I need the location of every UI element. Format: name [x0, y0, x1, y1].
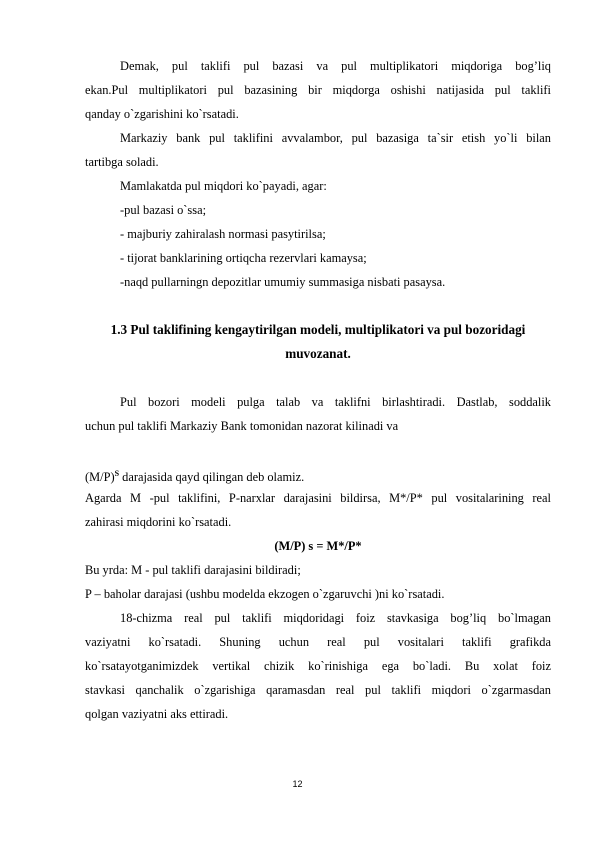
section-heading-line-1: 1.3 Pul taklifining kengaytirilgan modeli, multiplikatori va pul bozoridagi — [110, 322, 526, 337]
paragraph-6-line: zahirasi miqdorini ko`rsatadi. — [85, 515, 232, 529]
supply-superscript: S — [114, 469, 120, 478]
paragraph-2-line: Markaziy bank pul taklifini avvalambor, pul bazasiga ta`sir etish yo`li bilan — [120, 131, 551, 145]
paragraph-5-prefix: (M/P) — [85, 470, 115, 484]
paragraph-7-line: ko`rsatayotganimizdek vertikal chizik ko`rinishiga ega bo`ladi. Bu xolat foiz — [85, 659, 551, 673]
definition-line: P – baholar darajasi (ushbu modelda ekzogen o`zgaruvchi )ni ko`rsatadi. — [85, 587, 445, 601]
paragraph-1-line: Demak, pul taklifi pul bazasi va pul multiplikatori miqdoriga bog’liq — [120, 59, 551, 73]
paragraph-5 — [85, 466, 551, 482]
paragraph-1-line: ekan.Pul multiplikatori pul bazasining bir miqdorga oshishi natijasida pul taklifi — [85, 83, 551, 97]
page-number: 12 — [292, 779, 303, 789]
paragraph-5-suffix: darajasida qayd qilingan deb olamiz. — [119, 470, 305, 484]
condition-item: - majburiy zahiralash normasi pasytirilsa; — [120, 227, 326, 241]
condition-item: - tijorat banklarining ortiqcha rezervlari kamaysa; — [120, 251, 367, 265]
paragraph-7-line: vaziyatni ko`rsatadi. Shuning uchun real pul vositalari taklifi grafikda — [85, 635, 551, 649]
section-heading-line-2: muvozanat. — [285, 346, 351, 361]
paragraph-1-line: qanday o`zgarishini ko`rsatadi. — [85, 107, 239, 121]
definition-line: Bu yrda: M - pul taklifi darajasini bildiradi; — [85, 563, 301, 577]
paragraph-4-line: uchun pul taklifi Markaziy Bank tomonidan nazorat kilinadi va — [85, 419, 399, 433]
condition-item: -pul bazasi o`ssa; — [120, 203, 207, 217]
paragraph-7-line: qolgan vaziyatni aks ettiradi. — [85, 707, 229, 721]
paragraph-7-line: stavkasi qanchalik o`zgarishiga qaramasdan real pul taklifi miqdori o`zgarmasdan — [85, 683, 551, 697]
paragraph-7-line: 18-chizma real pul taklifi miqdoridagi foiz stavkasiga bog’liq bo`lmagan — [120, 611, 551, 625]
paragraph-2-line: tartibga soladi. — [85, 155, 159, 169]
paragraph-6-line: Agarda M -pul taklifini, P-narxlar darajasini bildirsa, M*/P* pul vositalarining real — [85, 491, 551, 505]
paragraph-3: Mamlakatda pul miqdori ko`payadi, agar: — [120, 179, 327, 193]
formula: (M/P) s = M*/P* — [274, 539, 362, 553]
paragraph-4-line: Pul bozori modeli pulga talab va taklifni birlashtiradi. Dastlab, soddalik — [120, 395, 551, 409]
condition-item: -naqd pullarningn depozitlar umumiy summasiga nisbati pasaysa. — [120, 275, 446, 289]
